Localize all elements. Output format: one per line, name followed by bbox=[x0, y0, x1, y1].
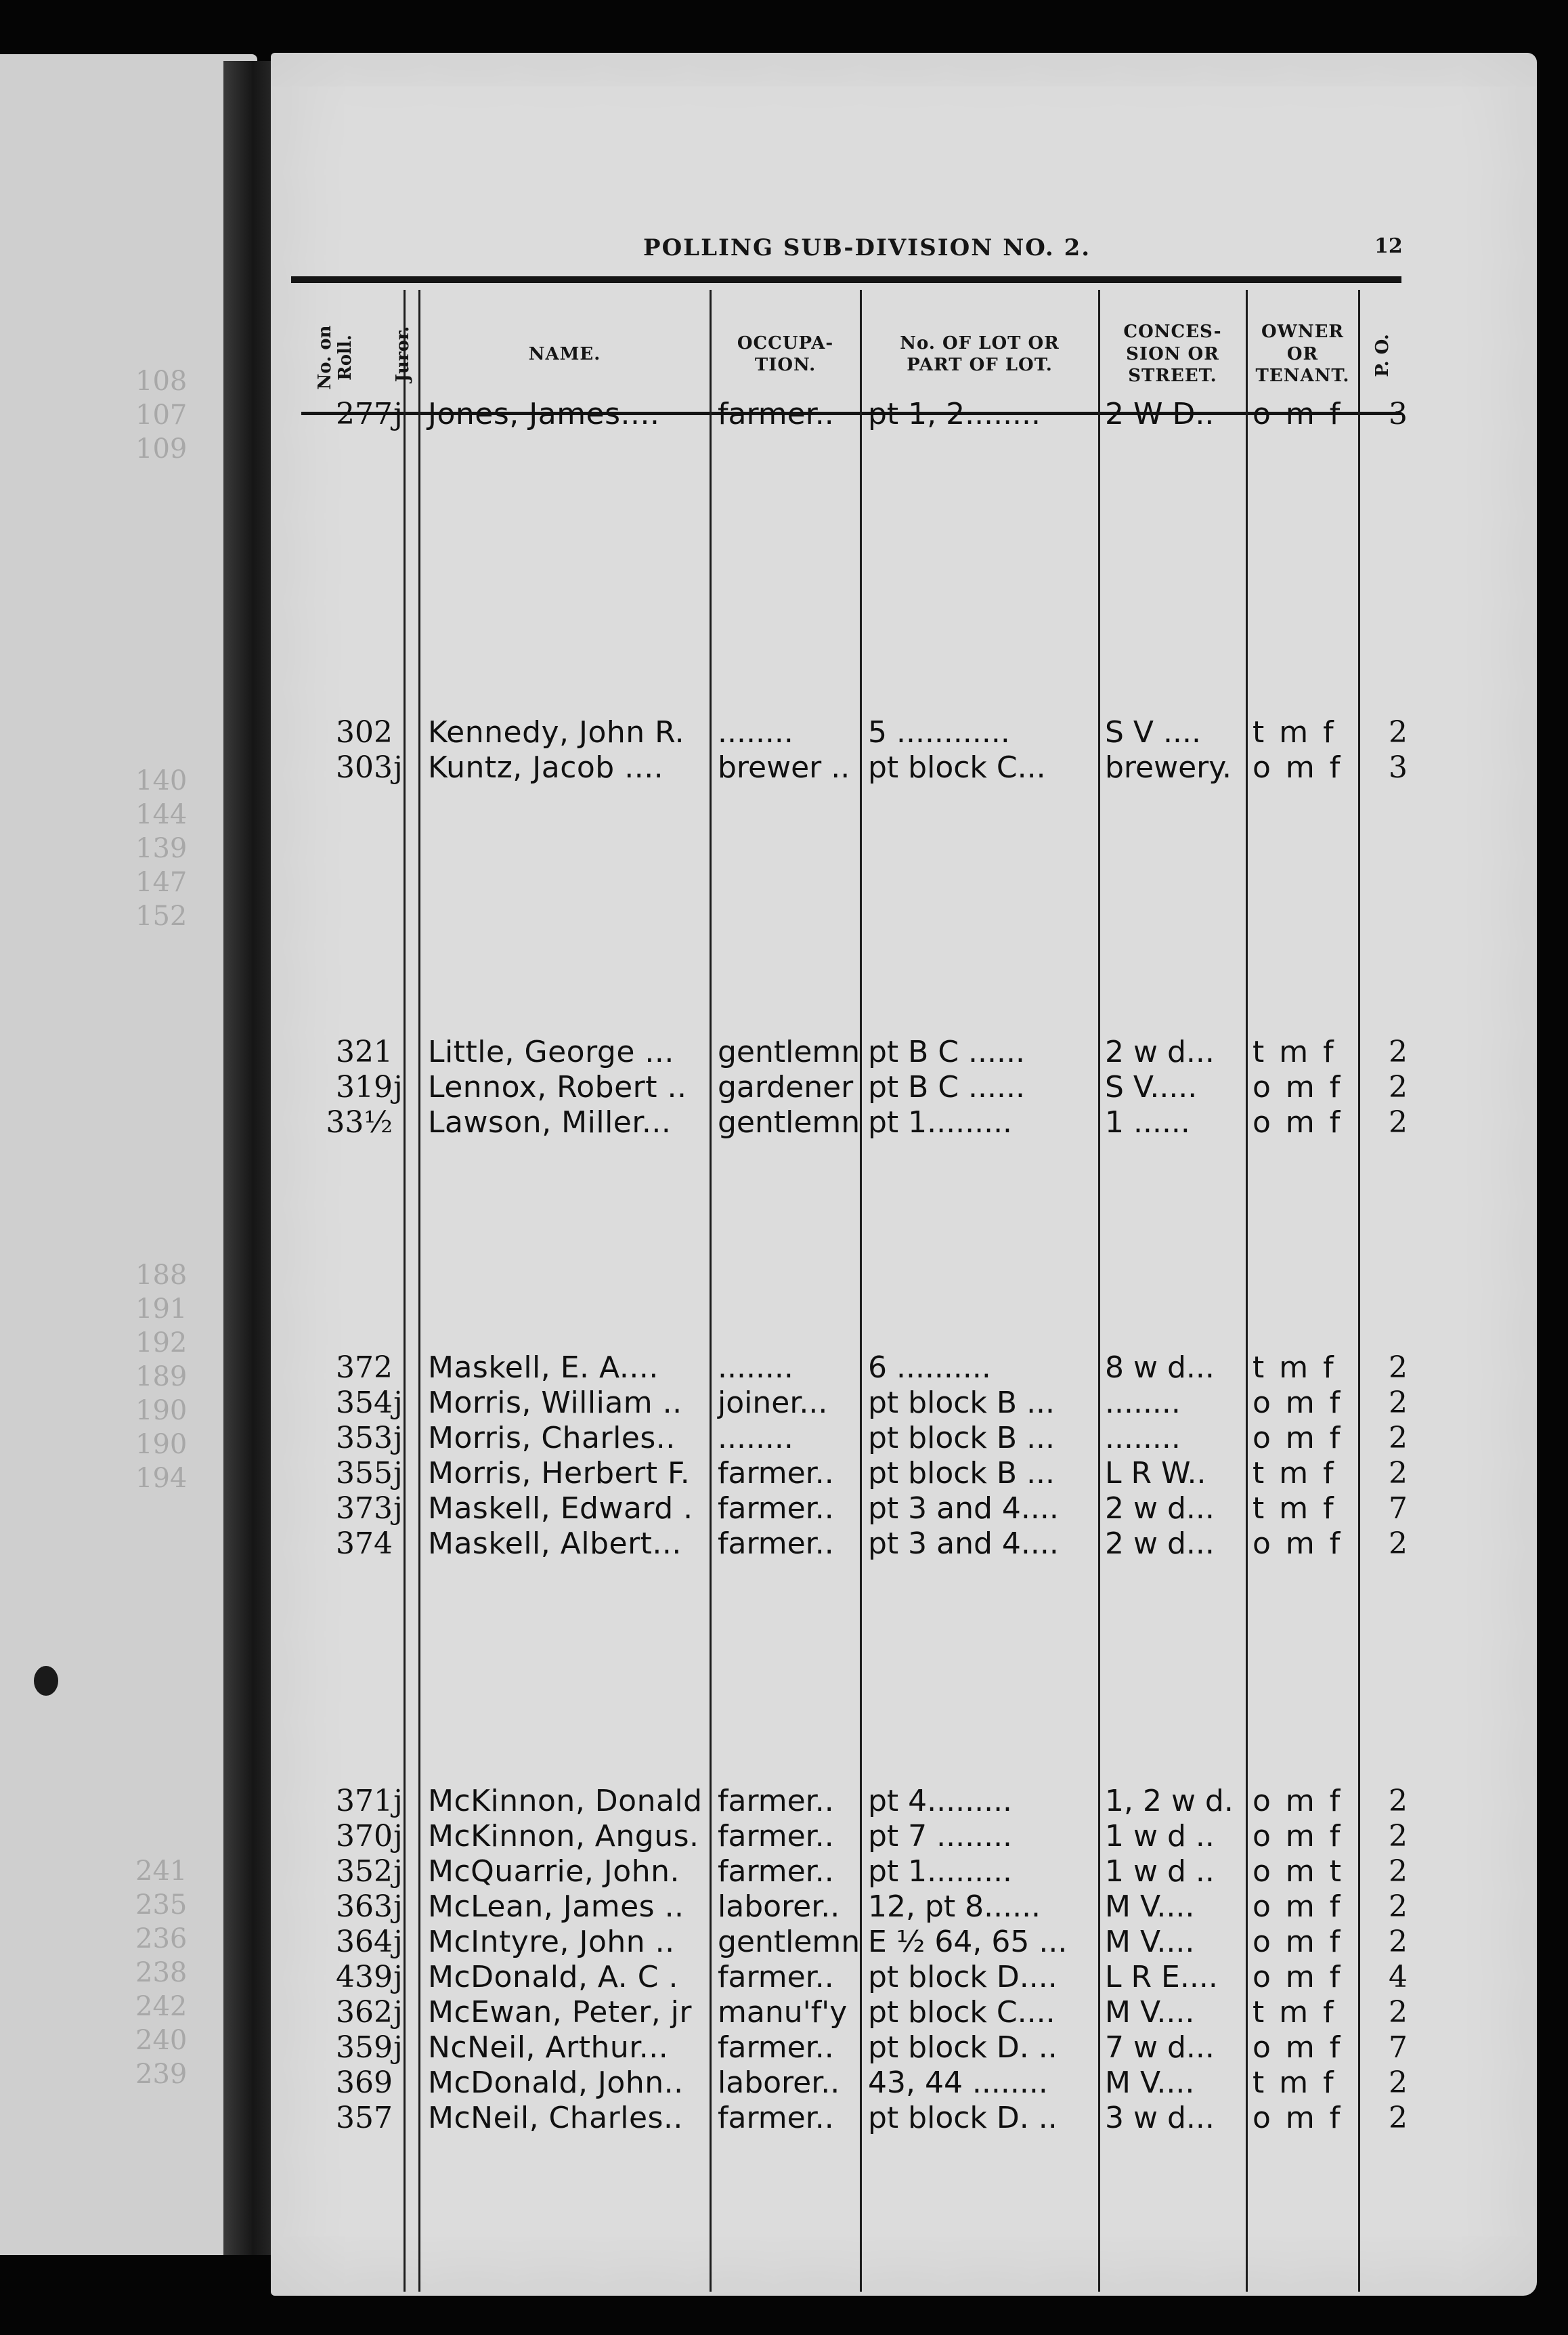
cell-concession: 8 w d... bbox=[1105, 1350, 1215, 1385]
cell-po: 2 bbox=[1389, 2065, 1408, 2100]
facing-page-fragment: 147 bbox=[135, 867, 188, 898]
cell-owner: o m f bbox=[1253, 1784, 1343, 1818]
table-row bbox=[271, 1856, 1422, 1888]
facing-page-fragment: 236 bbox=[135, 1923, 188, 1954]
cell-owner: t m f bbox=[1253, 1995, 1336, 2030]
cell-concession: S V .... bbox=[1105, 715, 1201, 750]
cell-juror: j bbox=[393, 1819, 403, 1854]
cell-juror: j bbox=[393, 1854, 403, 1889]
cell-owner: t m f bbox=[1253, 715, 1336, 750]
cell-owner: o m f bbox=[1253, 1386, 1343, 1420]
table-row bbox=[271, 398, 1422, 431]
cell-name: Maskell, Edward . bbox=[428, 1491, 693, 1526]
facing-page-fragment: 152 bbox=[135, 901, 188, 932]
cell-roll: 355 bbox=[336, 1456, 393, 1491]
cell-lot: pt 1, 2........ bbox=[868, 397, 1041, 431]
cell-po: 4 bbox=[1389, 1960, 1408, 1994]
table-row bbox=[271, 1891, 1422, 1923]
cell-concession: M V.... bbox=[1105, 1925, 1195, 1959]
cell-occupation: brewer .. bbox=[718, 750, 850, 785]
facing-page-fragment: 144 bbox=[135, 799, 188, 830]
cell-roll: 439 bbox=[336, 1960, 393, 1994]
cell-juror: j bbox=[393, 750, 403, 785]
cell-occupation: farmer.. bbox=[718, 397, 834, 431]
cell-roll: 357 bbox=[336, 2101, 393, 2135]
cell-roll: 362 bbox=[336, 1995, 393, 2030]
cell-po: 2 bbox=[1389, 1995, 1408, 2030]
facing-page-fragment: 240 bbox=[135, 2025, 188, 2056]
cell-roll: 352 bbox=[336, 1854, 393, 1889]
cell-concession: M V.... bbox=[1105, 1995, 1195, 2030]
voter-list-page bbox=[271, 53, 1537, 2296]
cell-lot: pt 7 ........ bbox=[868, 1819, 1013, 1854]
cell-owner: t m f bbox=[1253, 1035, 1336, 1069]
facing-page-fragment: 189 bbox=[135, 1361, 188, 1392]
cell-roll: 369 bbox=[336, 2065, 393, 2100]
cell-occupation: joiner... bbox=[718, 1386, 828, 1420]
col-header-owner: OWNER OR TENANT. bbox=[1255, 322, 1350, 387]
cell-concession: 3 w d... bbox=[1105, 2101, 1215, 2135]
cell-owner: o m f bbox=[1253, 1526, 1343, 1561]
facing-page-fragment: 190 bbox=[135, 1429, 188, 1460]
facing-page-fragment: 241 bbox=[135, 1856, 188, 1887]
cell-concession: 2 W D.. bbox=[1105, 397, 1215, 431]
table-row bbox=[271, 1071, 1422, 1104]
facing-page-fragment: 242 bbox=[135, 1991, 188, 2022]
facing-page-fragment: 109 bbox=[135, 433, 188, 465]
cell-concession: S V..... bbox=[1105, 1070, 1198, 1105]
facing-page-fragment: 235 bbox=[135, 1889, 188, 1921]
cell-occupation: farmer.. bbox=[718, 1960, 834, 1994]
table-row bbox=[271, 1107, 1422, 1139]
cell-lot: pt B C ...... bbox=[868, 1070, 1025, 1105]
cell-juror: j bbox=[393, 1421, 403, 1455]
table-row bbox=[271, 1820, 1422, 1853]
cell-po: 2 bbox=[1389, 1854, 1408, 1889]
cell-concession: M V.... bbox=[1105, 1889, 1195, 1924]
facing-page-fragment: 140 bbox=[135, 765, 188, 796]
table-row bbox=[271, 2067, 1422, 2099]
table-row bbox=[271, 1528, 1422, 1560]
page-number: 12 bbox=[1374, 234, 1403, 258]
cell-lot: pt block B ... bbox=[868, 1421, 1055, 1455]
cell-occupation: gentlemn bbox=[718, 1925, 861, 1959]
cell-po: 2 bbox=[1389, 1889, 1408, 1924]
table-row bbox=[271, 1422, 1422, 1455]
cell-lot: 12, pt 8...... bbox=[868, 1889, 1041, 1924]
cell-juror: j bbox=[393, 1386, 403, 1420]
cell-occupation: farmer.. bbox=[718, 2101, 834, 2135]
cell-roll: 354 bbox=[336, 1386, 393, 1420]
cell-po: 2 bbox=[1389, 1105, 1408, 1140]
cell-lot: pt block C... bbox=[868, 750, 1046, 785]
cell-owner: t m f bbox=[1253, 1350, 1336, 1385]
cell-roll: 321 bbox=[336, 1035, 393, 1069]
cell-occupation: gardener bbox=[718, 1070, 854, 1105]
facing-page-fragment: 108 bbox=[135, 366, 188, 397]
cell-juror: j bbox=[393, 1784, 403, 1818]
cell-concession: ........ bbox=[1105, 1421, 1181, 1455]
cell-juror: j bbox=[393, 1456, 403, 1491]
cell-owner: o m f bbox=[1253, 750, 1343, 785]
table-row bbox=[271, 1387, 1422, 1419]
col-header-lot: No. OF LOT OR PART OF LOT. bbox=[900, 333, 1060, 375]
cell-name: McKinnon, Donald bbox=[428, 1784, 703, 1818]
cell-roll: 277 bbox=[336, 397, 393, 431]
cell-concession: 1 w d .. bbox=[1105, 1854, 1215, 1889]
table-row bbox=[271, 1352, 1422, 1384]
table-row bbox=[271, 1457, 1422, 1490]
cell-concession: 2 w d... bbox=[1105, 1526, 1215, 1561]
cell-juror: j bbox=[393, 1889, 403, 1924]
cell-occupation: ........ bbox=[718, 1350, 793, 1385]
col-header-roll: No. on Roll. bbox=[315, 325, 355, 390]
facing-page-fragment: 192 bbox=[135, 1327, 188, 1358]
cell-roll: 303 bbox=[336, 750, 393, 785]
cell-concession: 1, 2 w d. bbox=[1105, 1784, 1234, 1818]
cell-name: McDonald, John.. bbox=[428, 2065, 684, 2100]
cell-name: McDonald, A. C . bbox=[428, 1960, 678, 1994]
cell-po: 2 bbox=[1389, 1456, 1408, 1491]
cell-occupation: farmer.. bbox=[718, 1456, 834, 1491]
table-row bbox=[271, 1036, 1422, 1069]
cell-name: McEwan, Peter, jr bbox=[428, 1995, 692, 2030]
cell-juror: j bbox=[393, 2030, 403, 2065]
cell-roll: 319 bbox=[336, 1070, 393, 1105]
cell-roll: 359 bbox=[336, 2030, 393, 2065]
cell-owner: o m f bbox=[1253, 397, 1343, 431]
cell-occupation: ........ bbox=[718, 1421, 793, 1455]
table-row bbox=[271, 1785, 1422, 1818]
cell-po: 2 bbox=[1389, 1421, 1408, 1455]
cell-owner: t m f bbox=[1253, 1491, 1336, 1526]
cell-name: Maskell, Albert... bbox=[428, 1526, 682, 1561]
cell-owner: o m f bbox=[1253, 1070, 1343, 1105]
cell-name: Jones, James.... bbox=[428, 397, 660, 431]
cell-po: 2 bbox=[1389, 1350, 1408, 1385]
cell-occupation: gentlemn bbox=[718, 1105, 861, 1140]
cell-name: Morris, Charles.. bbox=[428, 1421, 676, 1455]
cell-occupation: farmer.. bbox=[718, 1819, 834, 1854]
cell-occupation: ........ bbox=[718, 715, 793, 750]
cell-roll: 374 bbox=[336, 1526, 393, 1561]
cell-roll: 370 bbox=[336, 1819, 393, 1854]
table-row bbox=[271, 1926, 1422, 1958]
cell-owner: o m f bbox=[1253, 1819, 1343, 1854]
cell-owner: o m f bbox=[1253, 1105, 1343, 1140]
cell-lot: pt 1......... bbox=[868, 1105, 1013, 1140]
book-gutter bbox=[223, 61, 278, 2255]
cell-name: Maskell, E. A.... bbox=[428, 1350, 659, 1385]
cell-po: 2 bbox=[1389, 1526, 1408, 1561]
facing-page-fragment: 194 bbox=[135, 1463, 188, 1494]
cell-po: 7 bbox=[1389, 1491, 1408, 1526]
col-header-juror: Juror. bbox=[393, 326, 413, 383]
facing-page-fragment: 238 bbox=[135, 1957, 188, 1988]
cell-lot: pt block D. .. bbox=[868, 2101, 1058, 2135]
cell-concession: M V.... bbox=[1105, 2065, 1195, 2100]
cell-name: Lennox, Robert .. bbox=[428, 1070, 687, 1105]
cell-name: Kuntz, Jacob .... bbox=[428, 750, 664, 785]
cell-name: Morris, Herbert F. bbox=[428, 1456, 691, 1491]
cell-owner: o m f bbox=[1253, 1421, 1343, 1455]
table-row bbox=[271, 2102, 1422, 2135]
running-head: POLLING SUB-DIVISION NO. 2. bbox=[643, 234, 1091, 261]
cell-juror: j bbox=[393, 397, 403, 431]
cell-concession: L R E.... bbox=[1105, 1960, 1218, 1994]
cell-name: McKinnon, Angus. bbox=[428, 1819, 699, 1854]
col-header-occupation: OCCUPA- TION. bbox=[737, 333, 834, 375]
cell-po: 2 bbox=[1389, 715, 1408, 750]
cell-lot: 43, 44 ........ bbox=[868, 2065, 1048, 2100]
facing-page-fragment: 139 bbox=[135, 833, 188, 864]
cell-occupation: manu'f'y bbox=[718, 1995, 848, 2030]
cell-roll: 353 bbox=[336, 1421, 393, 1455]
cell-occupation: farmer.. bbox=[718, 1526, 834, 1561]
cell-po: 3 bbox=[1389, 397, 1408, 431]
cell-roll: 33½ bbox=[326, 1105, 393, 1140]
cell-occupation: gentlemn bbox=[718, 1035, 861, 1069]
cell-occupation: laborer.. bbox=[718, 2065, 840, 2100]
cell-lot: E ½ 64, 65 ... bbox=[868, 1925, 1068, 1959]
cell-owner: o m t bbox=[1253, 1854, 1345, 1889]
cell-name: Lawson, Miller... bbox=[428, 1105, 672, 1140]
cell-owner: o m f bbox=[1253, 1889, 1343, 1924]
header-rule bbox=[291, 276, 1401, 283]
col-header-name: NAME. bbox=[528, 343, 601, 364]
cell-lot: pt 3 and 4.... bbox=[868, 1526, 1059, 1561]
cell-name: McQuarrie, John. bbox=[428, 1854, 680, 1889]
cell-name: McIntyre, John .. bbox=[428, 1925, 675, 1959]
table-row bbox=[271, 1996, 1422, 2029]
cell-concession: ........ bbox=[1105, 1386, 1181, 1420]
cell-juror: j bbox=[393, 1925, 403, 1959]
cell-lot: pt block D.... bbox=[868, 1960, 1058, 1994]
cell-occupation: laborer.. bbox=[718, 1889, 840, 1924]
cell-owner: t m f bbox=[1253, 1456, 1336, 1491]
cell-juror: j bbox=[393, 1995, 403, 2030]
cell-po: 2 bbox=[1389, 1386, 1408, 1420]
cell-concession: 1 ...... bbox=[1105, 1105, 1190, 1140]
cell-lot: pt 3 and 4.... bbox=[868, 1491, 1059, 1526]
cell-name: Kennedy, John R. bbox=[428, 715, 685, 750]
cell-owner: o m f bbox=[1253, 1960, 1343, 1994]
cell-lot: pt block B ... bbox=[868, 1456, 1055, 1491]
cell-owner: o m f bbox=[1253, 2030, 1343, 2065]
facing-page-fragment: 239 bbox=[135, 2059, 188, 2090]
cell-name: McLean, James .. bbox=[428, 1889, 684, 1924]
cell-name: Little, George ... bbox=[428, 1035, 674, 1069]
cell-lot: pt block C.... bbox=[868, 1995, 1055, 2030]
cell-lot: pt block B ... bbox=[868, 1386, 1055, 1420]
cell-owner: o m f bbox=[1253, 1925, 1343, 1959]
cell-name: McNeil, Charles.. bbox=[428, 2101, 683, 2135]
cell-roll: 363 bbox=[336, 1889, 393, 1924]
cell-juror: j bbox=[393, 1960, 403, 1994]
cell-owner: t m f bbox=[1253, 2065, 1336, 2100]
col-header-po: P. O. bbox=[1372, 334, 1393, 377]
cell-concession: 2 w d... bbox=[1105, 1491, 1215, 1526]
cell-roll: 371 bbox=[336, 1784, 393, 1818]
cell-lot: pt B C ...... bbox=[868, 1035, 1025, 1069]
cell-lot: 5 ............ bbox=[868, 715, 1010, 750]
cell-lot: pt block D. .. bbox=[868, 2030, 1058, 2065]
cell-concession: L R W.. bbox=[1105, 1456, 1206, 1491]
cell-po: 7 bbox=[1389, 2030, 1408, 2065]
cell-owner: o m f bbox=[1253, 2101, 1343, 2135]
ink-blot bbox=[34, 1666, 58, 1696]
facing-page-fragment: 107 bbox=[135, 400, 188, 431]
facing-page-fragment: 190 bbox=[135, 1395, 188, 1426]
cell-concession: 1 w d .. bbox=[1105, 1819, 1215, 1854]
table-row bbox=[271, 716, 1422, 749]
facing-page bbox=[0, 54, 257, 2255]
cell-occupation: farmer.. bbox=[718, 1491, 834, 1526]
cell-roll: 302 bbox=[336, 715, 393, 750]
cell-name: Morris, William .. bbox=[428, 1386, 682, 1420]
cell-occupation: farmer.. bbox=[718, 2030, 834, 2065]
cell-po: 2 bbox=[1389, 1070, 1408, 1105]
cell-lot: 6 .......... bbox=[868, 1350, 991, 1385]
cell-concession: brewery. bbox=[1105, 750, 1232, 785]
cell-juror: j bbox=[393, 1070, 403, 1105]
cell-po: 2 bbox=[1389, 1035, 1408, 1069]
table-row bbox=[271, 1493, 1422, 1525]
cell-concession: 2 w d... bbox=[1105, 1035, 1215, 1069]
cell-roll: 373 bbox=[336, 1491, 393, 1526]
cell-concession: 7 w d... bbox=[1105, 2030, 1215, 2065]
table-row bbox=[271, 1961, 1422, 1994]
cell-roll: 372 bbox=[336, 1350, 393, 1385]
table-row bbox=[271, 2032, 1422, 2064]
facing-page-fragment: 188 bbox=[135, 1260, 188, 1291]
cell-lot: pt 4......... bbox=[868, 1784, 1013, 1818]
cell-name: NcNeil, Arthur... bbox=[428, 2030, 669, 2065]
cell-po: 2 bbox=[1389, 2101, 1408, 2135]
cell-po: 2 bbox=[1389, 1925, 1408, 1959]
cell-roll: 364 bbox=[336, 1925, 393, 1959]
cell-po: 2 bbox=[1389, 1784, 1408, 1818]
cell-po: 2 bbox=[1389, 1819, 1408, 1854]
cell-occupation: farmer.. bbox=[718, 1854, 834, 1889]
cell-po: 3 bbox=[1389, 750, 1408, 785]
cell-occupation: farmer.. bbox=[718, 1784, 834, 1818]
cell-juror: j bbox=[393, 1491, 403, 1526]
col-header-concession: CONCES- SION OR STREET. bbox=[1123, 322, 1222, 387]
table-row bbox=[271, 752, 1422, 784]
cell-lot: pt 1......... bbox=[868, 1854, 1013, 1889]
facing-page-fragment: 191 bbox=[135, 1293, 188, 1325]
